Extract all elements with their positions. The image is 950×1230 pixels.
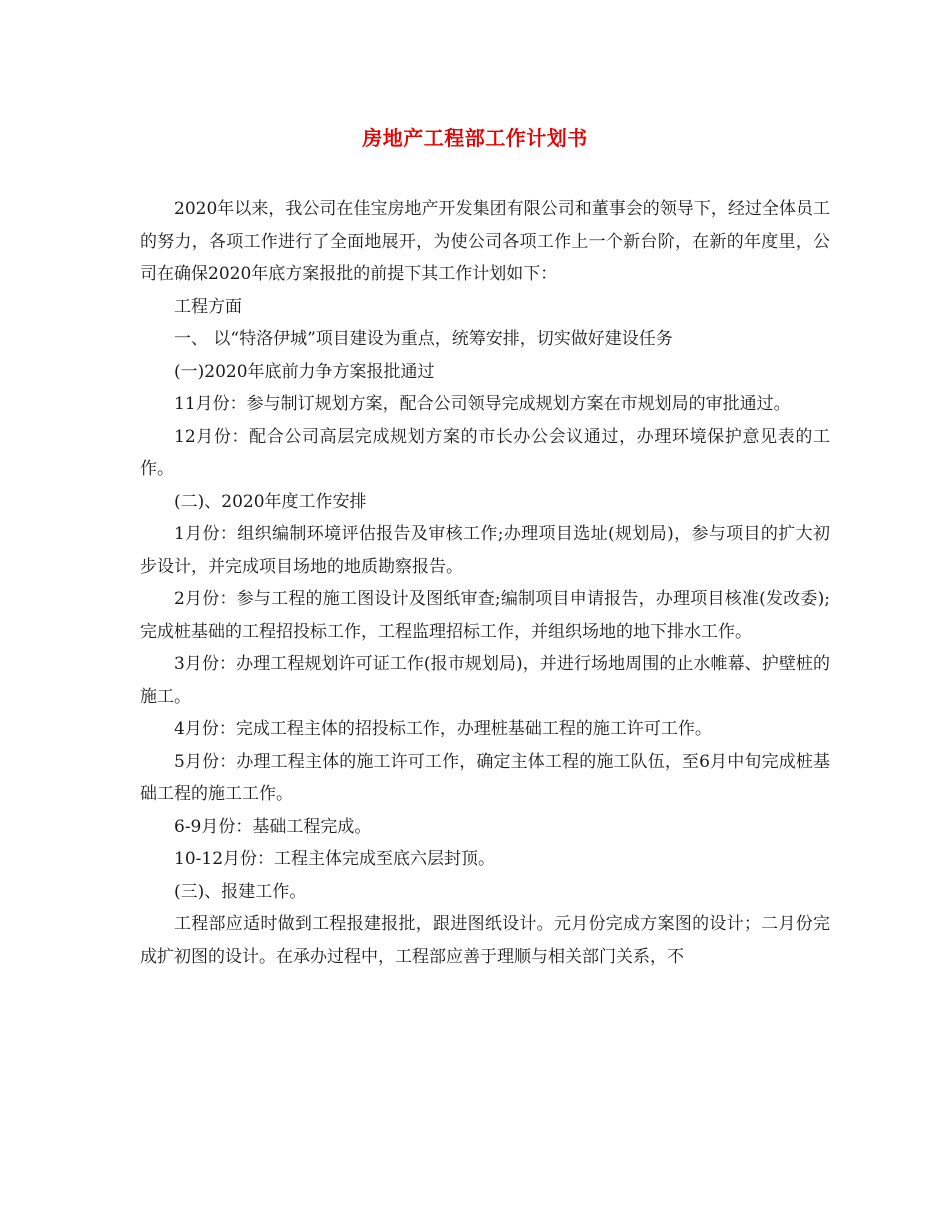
paragraph-subsection-two: (二)、2020年度工作安排	[174, 491, 367, 512]
paragraph-may: 5月份：办理工程主体的施工许可工作，确定主体工程的施工队伍，至6月中旬完成桩基础工程的施工工作。	[140, 751, 830, 804]
paragraph-december: 12月份：配合公司高层完成规划方案的市长办公会议通过，办理环境保护意见表的工作。	[140, 426, 830, 479]
paragraph-june-september: 6-9月份：基础工程完成。	[174, 816, 372, 837]
paragraph-permits: 工程部应适时做到工程报建报批，跟进图纸设计。元月份完成方案图的设计；二月份完成扩初图的设计。在承办过程中，工程部应善于理顺与相关部门关系，不	[140, 914, 830, 967]
paragraph-april: 4月份：完成工程主体的招投标工作，办理桩基础工程的施工许可工作。	[174, 719, 712, 739]
paragraph-engineering-heading: 工程方面	[174, 296, 242, 317]
paragraph-subsection-three: (三)、报建工作。	[174, 881, 307, 902]
paragraph-subsection-one: (一)2020年底前力争方案报批通过	[174, 361, 435, 382]
paragraph-january: 1月份：组织编制环境评估报告及审核工作;办理项目选址(规划局)，参与项目的扩大初步设计，并完成项目场地的地质勘察报告。	[140, 524, 830, 577]
paragraph-february: 2月份：参与工程的施工图设计及图纸审查;编制项目申请报告，办理项目核准(发改委);完成桩基础的工程招投标工作，工程监理招标工作，并组织场地的地下排水工作。	[140, 589, 830, 642]
paragraph-october-december: 10-12月份：工程主体完成至底六层封顶。	[174, 849, 496, 869]
paragraph-intro: 2020年以来，我公司在佳宝房地产开发集团有限公司和董事会的领导下，经过全体员工的努力，各项工作进行了全面地展开，为使公司各项工作上一个新台阶，在新的年度里，公司在确保2020年底方案报批的前提下其工作计划如下：	[140, 199, 830, 284]
document-body	[140, 193, 830, 973]
paragraph-november: 11月份：参与制订规划方案，配合公司领导完成规划方案在市规划局的审批通过。	[174, 394, 791, 414]
paragraph-march: 3月份：办理工程规划许可证工作(报市规划局)，并进行场地周围的止水帷幕、护壁桩的施工。	[140, 654, 830, 707]
paragraph-section-one: 一、 以“特洛伊城”项目建设为重点，统筹安排，切实做好建设任务	[174, 329, 673, 349]
document-title: 房地产工程部工作计划书	[362, 126, 588, 150]
